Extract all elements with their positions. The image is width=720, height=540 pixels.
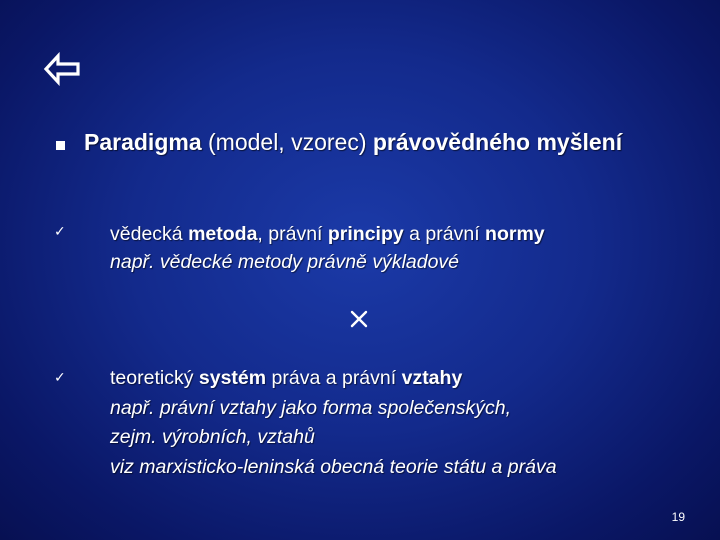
back-arrow-icon[interactable] xyxy=(42,52,84,86)
square-bullet-icon xyxy=(56,141,65,150)
item2-example-3: viz marxisticko-leninská obecná teorie státu a práva xyxy=(110,455,557,478)
item1-bold-1: metoda xyxy=(188,223,258,245)
item1-text-1: vědecká xyxy=(110,223,189,245)
item-theoretical-system xyxy=(110,364,690,482)
item2-line xyxy=(110,364,690,394)
item2-text-1: teoretický xyxy=(110,367,199,389)
item2-bold-1: systém xyxy=(198,367,267,389)
checkmark-icon: ✓ xyxy=(54,370,66,386)
slide-heading xyxy=(84,126,684,158)
item1-example: např. vědecké metody právně výkladové xyxy=(110,251,460,273)
item1-bold-2: principy xyxy=(327,223,404,245)
page-number: 19 xyxy=(671,510,685,524)
item2-example-2: zejm. výrobních, vztahů xyxy=(110,426,315,448)
item1-text-2: , právní xyxy=(257,223,328,245)
checkmark-icon: ✓ xyxy=(54,224,66,240)
item-scientific-method xyxy=(110,220,690,276)
heading-normal: (model, vzorec) xyxy=(201,129,373,155)
item1-bold-3: normy xyxy=(485,223,545,245)
heading-bold-2: právovědného myšlení xyxy=(372,129,623,155)
cross-icon xyxy=(348,308,370,330)
item1-text-3: a právní xyxy=(403,223,486,245)
item2-text-2: práva a právní xyxy=(266,367,402,389)
item2-example-1: např. právní vztahy jako forma společenských, xyxy=(110,396,512,419)
item1-line xyxy=(110,220,690,248)
heading-bold-1: Paradigma xyxy=(84,129,202,155)
item2-bold-2: vztahy xyxy=(401,367,463,389)
